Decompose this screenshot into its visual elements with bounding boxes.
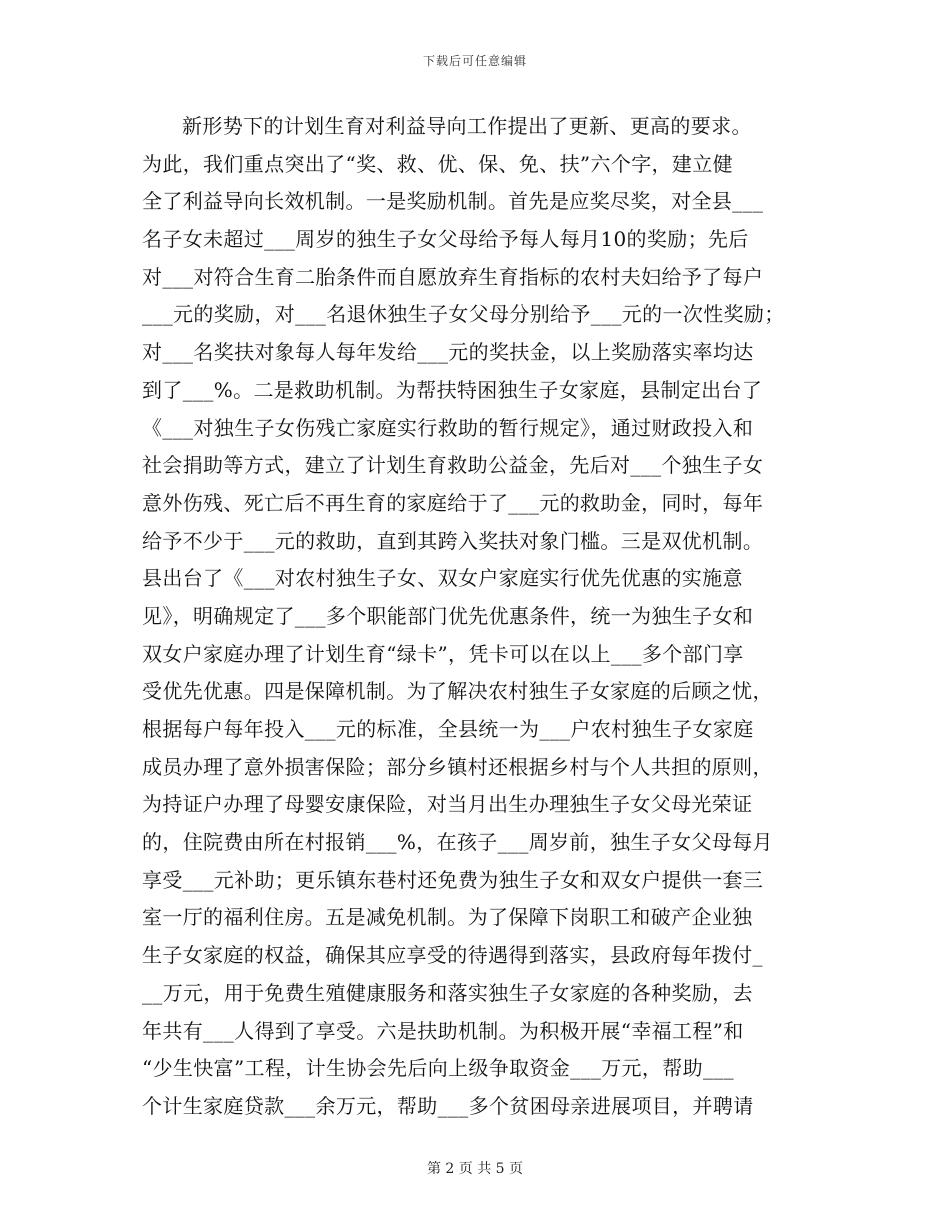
text-line: ___元的奖励，对___名退休独生子女父母分别给予___元的一次性奖励； xyxy=(142,302,785,327)
text-line: 对___名奖扶对象每人每年发给___元的奖扶金，以上奖励落实率均达 xyxy=(142,340,754,365)
text-line: 见》，明确规定了___多个职能部门优先优惠条件，统一为独生子女和 xyxy=(142,603,754,628)
page-header: 下载后可任意编辑 xyxy=(422,54,527,68)
text-line: 享受___元补助；更乐镇东巷村还免费为独生子女和双女户提供一套三 xyxy=(142,867,764,892)
text-line: 为此，我们重点突出了“奖、救、优、保、免、扶”六个字，建立健 xyxy=(142,151,733,176)
text-line: 的，住院费由所在村报销___%，在孩子___周岁前，独生子女父母每月 xyxy=(142,830,773,855)
text-line: 成员办理了意外损害保险；部分乡镇村还根据乡村与个人共担的原则， xyxy=(142,754,773,779)
text-line: 室一厅的福利住房。五是减免机制。为了保障下岗职工和破产企业独 xyxy=(142,905,753,930)
document-body xyxy=(142,108,808,1126)
page-number: 第 2 页 共 5 页 xyxy=(426,1161,524,1177)
text-line: 为持证户办理了母婴安康保险，对当月出生办理独生子女父母光荣证 xyxy=(142,792,753,817)
text-line: 《___对独生子女伤残亡家庭实行救助的暂行规定》，通过财政投入和 xyxy=(142,415,754,440)
text-line: 根据每户每年投入___元的标准，全县统一为___户农村独生子女家庭 xyxy=(142,717,754,741)
text-line: 意外伤残、死亡后不再生育的家庭给于了___元的救助金，同时，每年 xyxy=(142,490,764,515)
text-line: 个计生家庭贷款___余万元，帮助___多个贫困母亲进展项目，并聘请 xyxy=(142,1093,754,1118)
text-line: 县出台了《___对农村独生子女、双女户家庭实行优先优惠的实施意 xyxy=(142,566,743,591)
text-line: 受优先优惠。四是保障机制。为了解决农村独生子女家庭的后顾之忧， xyxy=(142,679,773,704)
text-line: 对___对符合生育二胎条件而自愿放弃生育指标的农村夫妇给予了每户 xyxy=(142,264,764,289)
text-line: 名子女未超过___周岁的独生子女父母给予每人每月10的奖励；先后 xyxy=(142,227,749,252)
text-line: 到了___%。二是救助机制。为帮扶特困独生子女家庭，县制定出台了 xyxy=(142,377,763,402)
text-line: 给予不少于___元的救助，直到其跨入奖扶对象门槛。三是双优机制。 xyxy=(142,528,764,553)
text-line: 生子女家庭的权益，确保其应享受的待遇得到落实，县政府每年拨付_ xyxy=(142,943,763,968)
text-line: __万元，用于免费生殖健康服务和落实独生子女家庭的各种奖励，去 xyxy=(142,980,753,1005)
text-line: 全了利益导向长效机制。一是奖励机制。首先是应奖尽奖，对全县___ xyxy=(142,189,764,214)
text-line: 双女户家庭办理了计划生育“绿卡”，凭卡可以在以上___多个部门享 xyxy=(142,641,744,666)
text-line: 年共有___人得到了享受。六是扶助机制。为积极开展“幸福工程”和 xyxy=(142,1018,744,1043)
text-line: 新形势下的计划生育对利益导向工作提出了更新、更高的要求。 xyxy=(182,114,752,138)
text-line: “少生快富”工程，计生协会先后向上级争取资金___万元，帮助___ xyxy=(142,1056,734,1081)
text-line: 社会捐助等方式，建立了计划生育救助公益金，先后对___个独生子女 xyxy=(142,453,764,478)
